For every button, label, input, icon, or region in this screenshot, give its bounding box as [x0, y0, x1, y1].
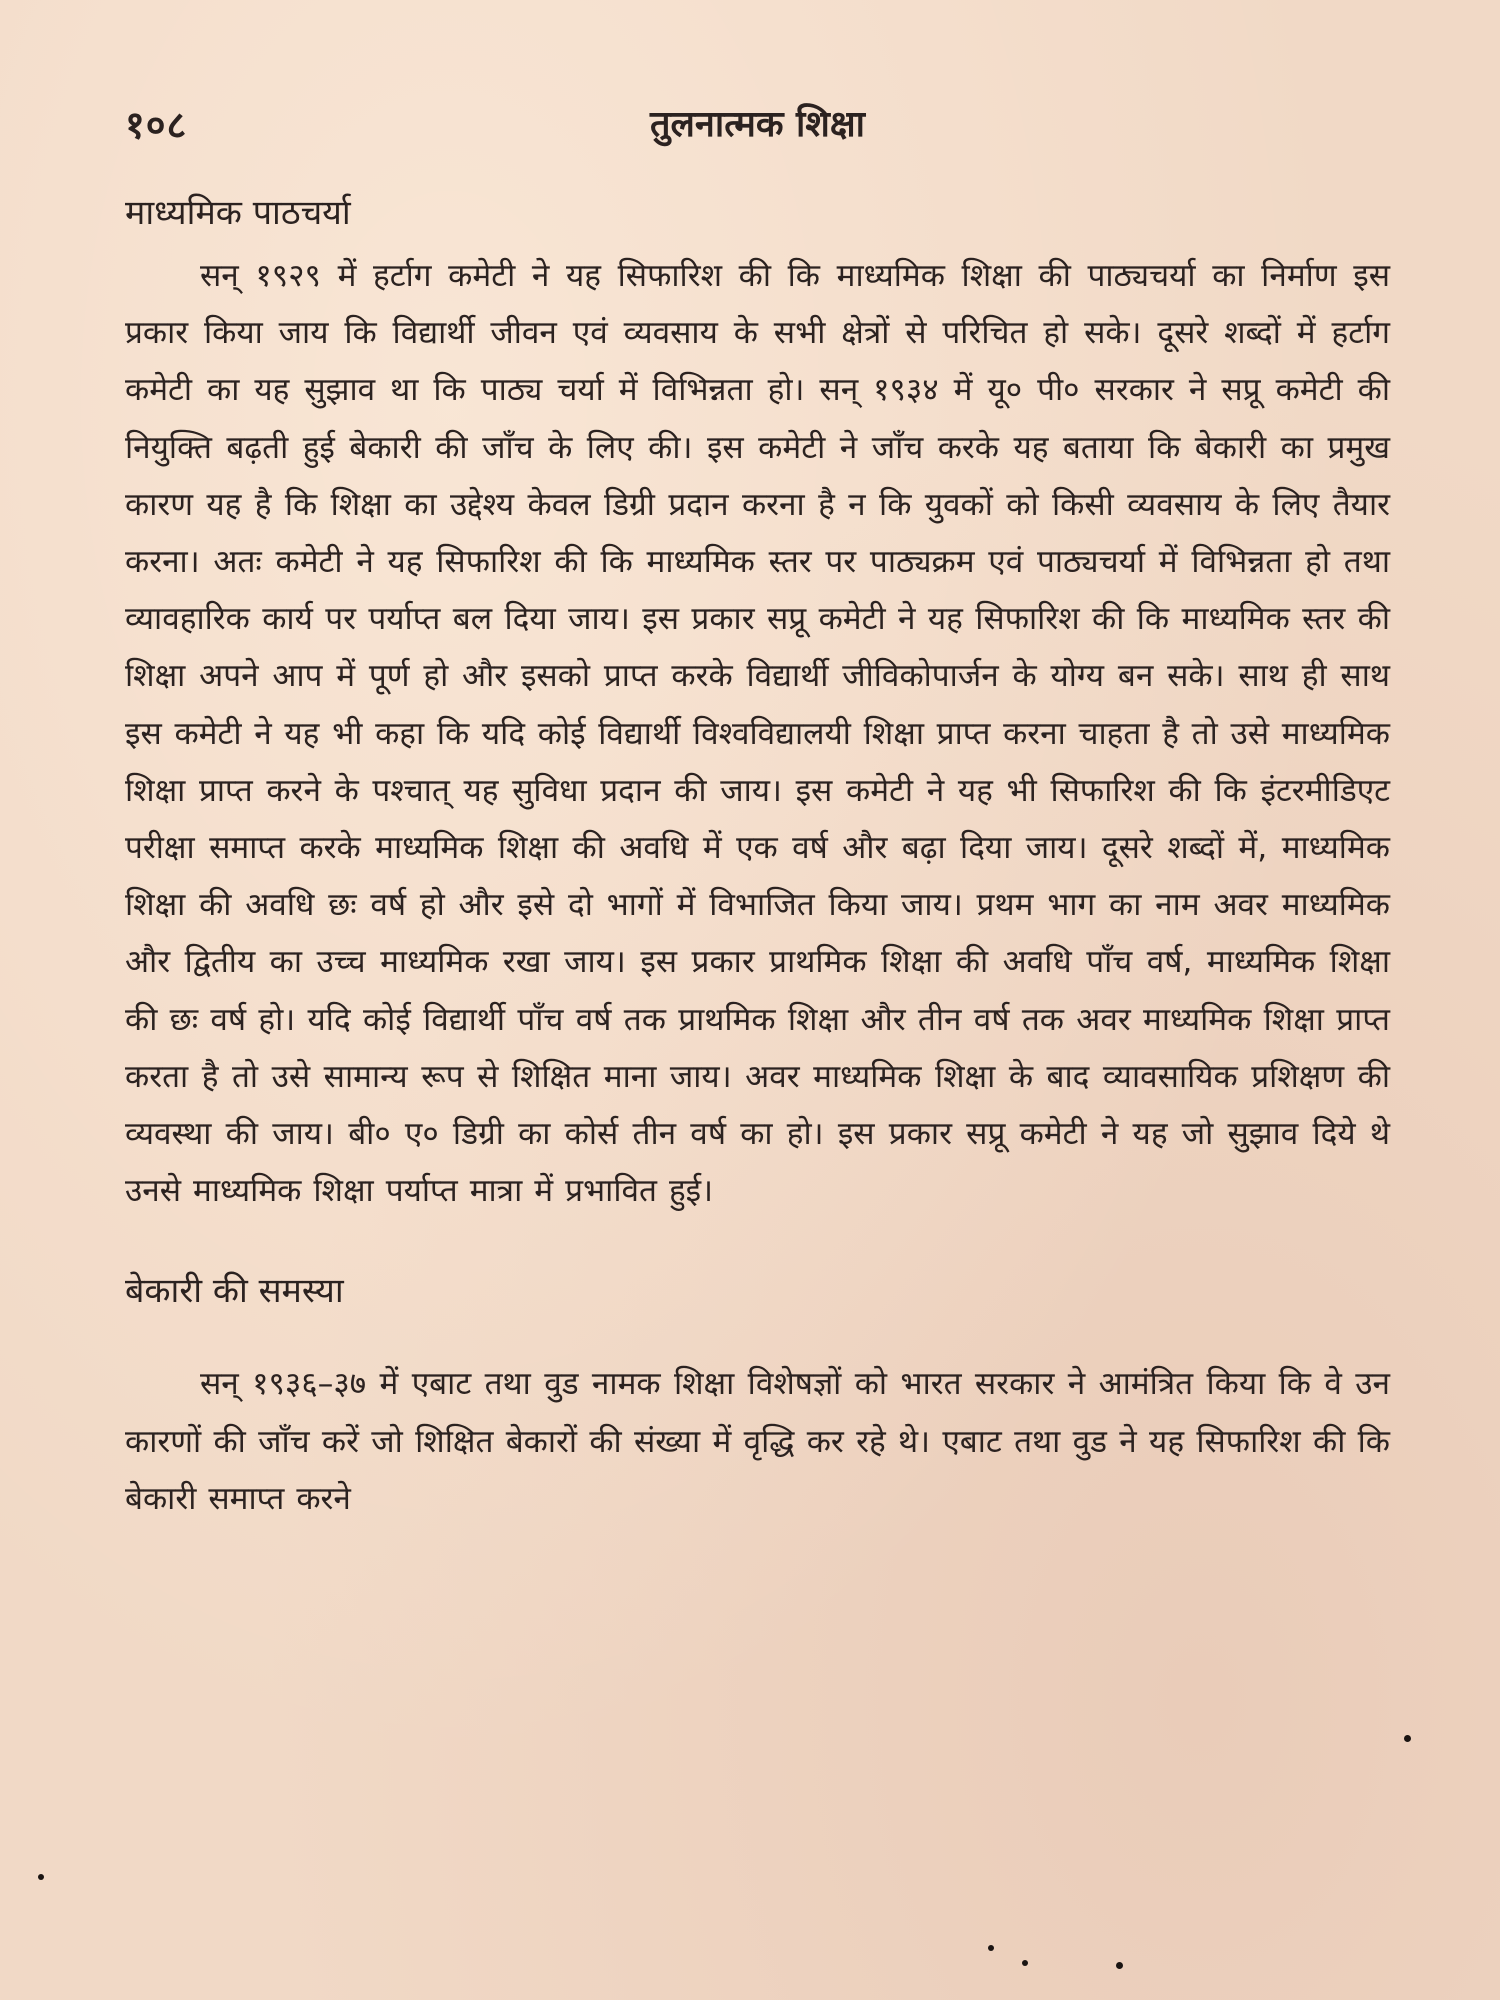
running-header	[125, 98, 1390, 158]
body-paragraph: सन् १९३६–३७ में एबाट तथा वुड नामक शिक्षा विशेषज्ञों को भारत सरकार ने आमंत्रित किया कि वे उन कारणों की जाँच करें जो शिक्षित बेकारों की संख्या में वृद्धि कर रहे थे। एबाट तथा वुड ने यह सिफारिश की कि बेकारी समाप्त करने	[125, 1366, 1391, 1517]
page-number: १०८	[125, 103, 188, 147]
page-content	[125, 188, 1390, 1528]
paper-speck	[1116, 1962, 1123, 1969]
paper-speck	[988, 1945, 994, 1951]
paper-speck	[1022, 1960, 1028, 1966]
running-title: तुलनात्मक शिक्षा	[650, 104, 865, 145]
paper-speck	[1404, 1735, 1411, 1742]
section-secondary-curriculum	[125, 188, 1390, 1220]
section-unemployment-problem	[125, 1266, 1390, 1528]
paper-speck	[38, 1874, 44, 1880]
body-paragraph: सन् १९२९ में हर्टाग कमेटी ने यह सिफारिश की कि माध्यमिक शिक्षा की पाठ्यचर्या का निर्माण इस प्रकार किया जाय कि विद्यार्थी जीवन एवं व्यवसाय के सभी क्षेत्रों से परिचित हो सके। दूसरे शब्दों में हर्टाग कमेटी का यह सुझाव था कि पाठ्य चर्या में विभिन्नता हो। सन् १९३४ में यू० पी० सरकार ने सप्रू कमेटी की नियुक्ति बढ़ती हुई बेकारी की जाँच के लिए की। इस कमेटी ने जाँच करके यह बताया कि बेकारी का प्रमुख कारण यह है कि शिक्षा का उद्देश्य केवल डिग्री प्रदान करना है न कि युवकों को किसी व्यवसाय के लिए तैयार करना। अतः कमेटी ने यह सिफारिश की कि माध्यमिक स्तर पर पाठ्यक्रम एवं पाठ्यचर्या में विभिन्नता हो तथा व्यावहारिक कार्य पर पर्याप्त बल दिया जाय। इस प्रकार सप्रू कमेटी ने यह सिफारिश की कि माध्यमिक स्तर की शिक्षा अपने आप में पूर्ण हो और इसको प्राप्त करके विद्यार्थी जीविकोपार्जन के योग्य बन सके। साथ ही साथ इस कमेटी ने यह भी कहा कि यदि कोई विद्यार्थी विश्वविद्यालयी शिक्षा प्राप्त करना चाहता है तो उसे माध्यमिक शिक्षा प्राप्त करने के पश्चात् यह सुविधा प्रदान की जाय। इस कमेटी ने यह भी सिफारिश की कि इंटरमीडिएट परीक्षा समाप्त करके माध्यमिक शिक्षा की अवधि में एक वर्ष और बढ़ा दिया जाय। दूसरे शब्दों में, माध्यमिक शिक्षा की अवधि छः वर्ष हो और इसे दो भागों में विभाजित किया जाय। प्रथम भाग का नाम अवर माध्यमिक और द्वितीय का उच्च माध्यमिक रखा जाय। इस प्रकार प्राथमिक शिक्षा की अवधि पाँच वर्ष, माध्यमिक शिक्षा की छः वर्ष हो। यदि कोई विद्यार्थी पाँच वर्ष तक प्राथमिक शिक्षा और तीन वर्ष तक अवर माध्यमिक शिक्षा प्राप्त करता है तो उसे सामान्य रूप से शिक्षित माना जाय। अवर माध्यमिक शिक्षा के बाद व्यावसायिक प्रशिक्षण की व्यवस्था की जाय। बी० ए० डिग्री का कोर्स तीन वर्ष का हो। इस प्रकार सप्रू कमेटी ने यह जो सुझाव दिये थे उनसे माध्यमिक शिक्षा पर्याप्त मात्रा में प्रभावित हुई।	[125, 258, 1390, 1210]
section-heading: माध्यमिक पाठचर्या	[125, 193, 351, 233]
section-heading: बेकारी की समस्या	[125, 1271, 344, 1312]
